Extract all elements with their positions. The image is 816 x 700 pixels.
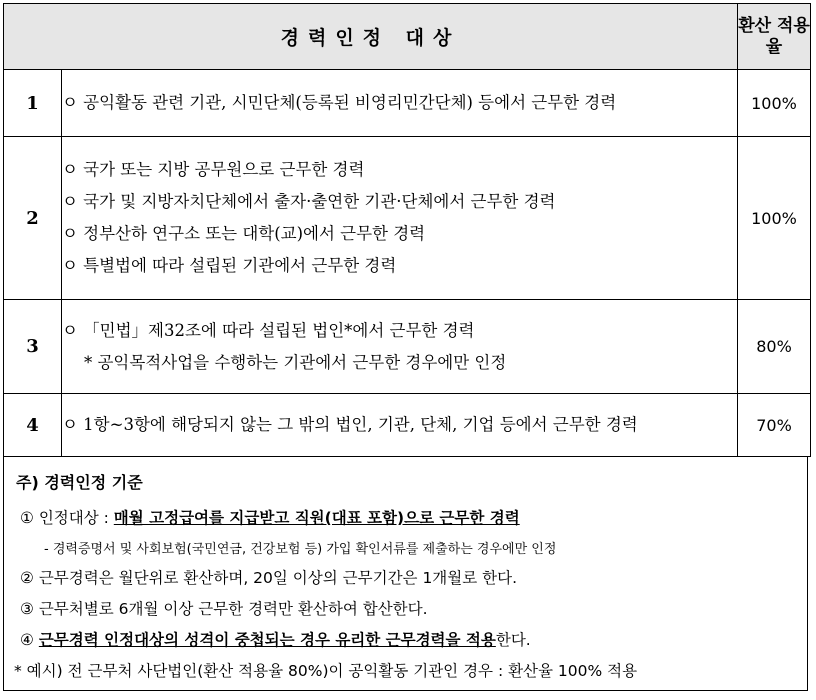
- row-line-note: * 공익목적사업을 수행하는 기관에서 근무한 경우에만 인정: [84, 352, 507, 372]
- header-title: 경력인정 대상: [4, 4, 738, 70]
- note-1-sub: - 경력증명서 및 사회보험(국민연금, 건강보험 등) 가입 확인서류를 제출하는 경우에만 인정: [44, 542, 557, 557]
- table-row: [4, 394, 811, 457]
- row-number: 2: [4, 137, 62, 300]
- row-description: [62, 137, 738, 300]
- row-line: ㅇ 「민법」제32조에 따라 설립된 법인*에서 근무한 경력: [62, 320, 475, 340]
- note-1-prefix: ① 인정대상 :: [20, 509, 114, 527]
- note-1-emphasis: 매월 고정급여를 지급받고 직원(대표 포함)으로 근무한 경력: [113, 509, 520, 527]
- row-number: 1: [4, 70, 62, 137]
- row-line: ㅇ 국가 또는 지방 공무원으로 근무한 경력: [62, 160, 365, 179]
- row-line: ㅇ 국가 및 지방자치단체에서 출자·출연한 기관·단체에서 근무한 경력: [62, 192, 556, 211]
- row-description: [62, 70, 738, 137]
- note-4-suffix: 한다.: [495, 631, 531, 649]
- row-rate: 80%: [738, 300, 811, 394]
- table-header-row: [4, 4, 811, 70]
- table-row: [4, 300, 811, 394]
- note-4: [20, 628, 531, 650]
- row-rate: 70%: [738, 394, 811, 457]
- header-rate: 환산 적용율: [738, 4, 811, 70]
- row-line: ㅇ 특별법에 따라 설립된 기관에서 근무한 경력: [62, 256, 397, 275]
- row-line: ㅇ 정부산하 연구소 또는 대학(교)에서 근무한 경력: [62, 224, 426, 243]
- note-1: [20, 506, 520, 528]
- note-4-prefix: ④: [20, 631, 39, 649]
- row-line: ㅇ 1항~3항에 해당되지 않는 그 밖의 법인, 기관, 단체, 기업 등에서 근무한 경력: [62, 415, 638, 434]
- note-4-emphasis: 근무경력 인정대상의 성격이 중첩되는 경우 유리한 근무경력을 적용: [38, 631, 496, 649]
- row-line: ㅇ 공익활동 관련 기관, 시민단체(등록된 비영리민간단체) 등에서 근무한 경력: [62, 93, 617, 112]
- row-number: 3: [4, 300, 62, 394]
- note-2: ② 근무경력은 월단위로 환산하며, 20일 이상의 근무기간은 1개월로 한다.: [20, 569, 518, 587]
- notes-title: 주) 경력인정 기준: [16, 473, 143, 492]
- row-number: 4: [4, 394, 62, 457]
- row-description: [62, 394, 738, 457]
- table-row: [4, 137, 811, 300]
- row-description: [62, 300, 738, 394]
- table-row: [4, 70, 811, 137]
- career-table: [3, 3, 811, 457]
- note-3: ③ 근무처별로 6개월 이상 근무한 경력만 환산하여 합산한다.: [20, 600, 428, 618]
- notes-box: [3, 456, 808, 691]
- row-rate: 100%: [738, 137, 811, 300]
- example-note: * 예시) 전 근무처 사단법인(환산 적용율 80%)이 공익활동 기관인 경우 : 환산율 100% 적용: [14, 662, 638, 680]
- row-rate: 100%: [738, 70, 811, 137]
